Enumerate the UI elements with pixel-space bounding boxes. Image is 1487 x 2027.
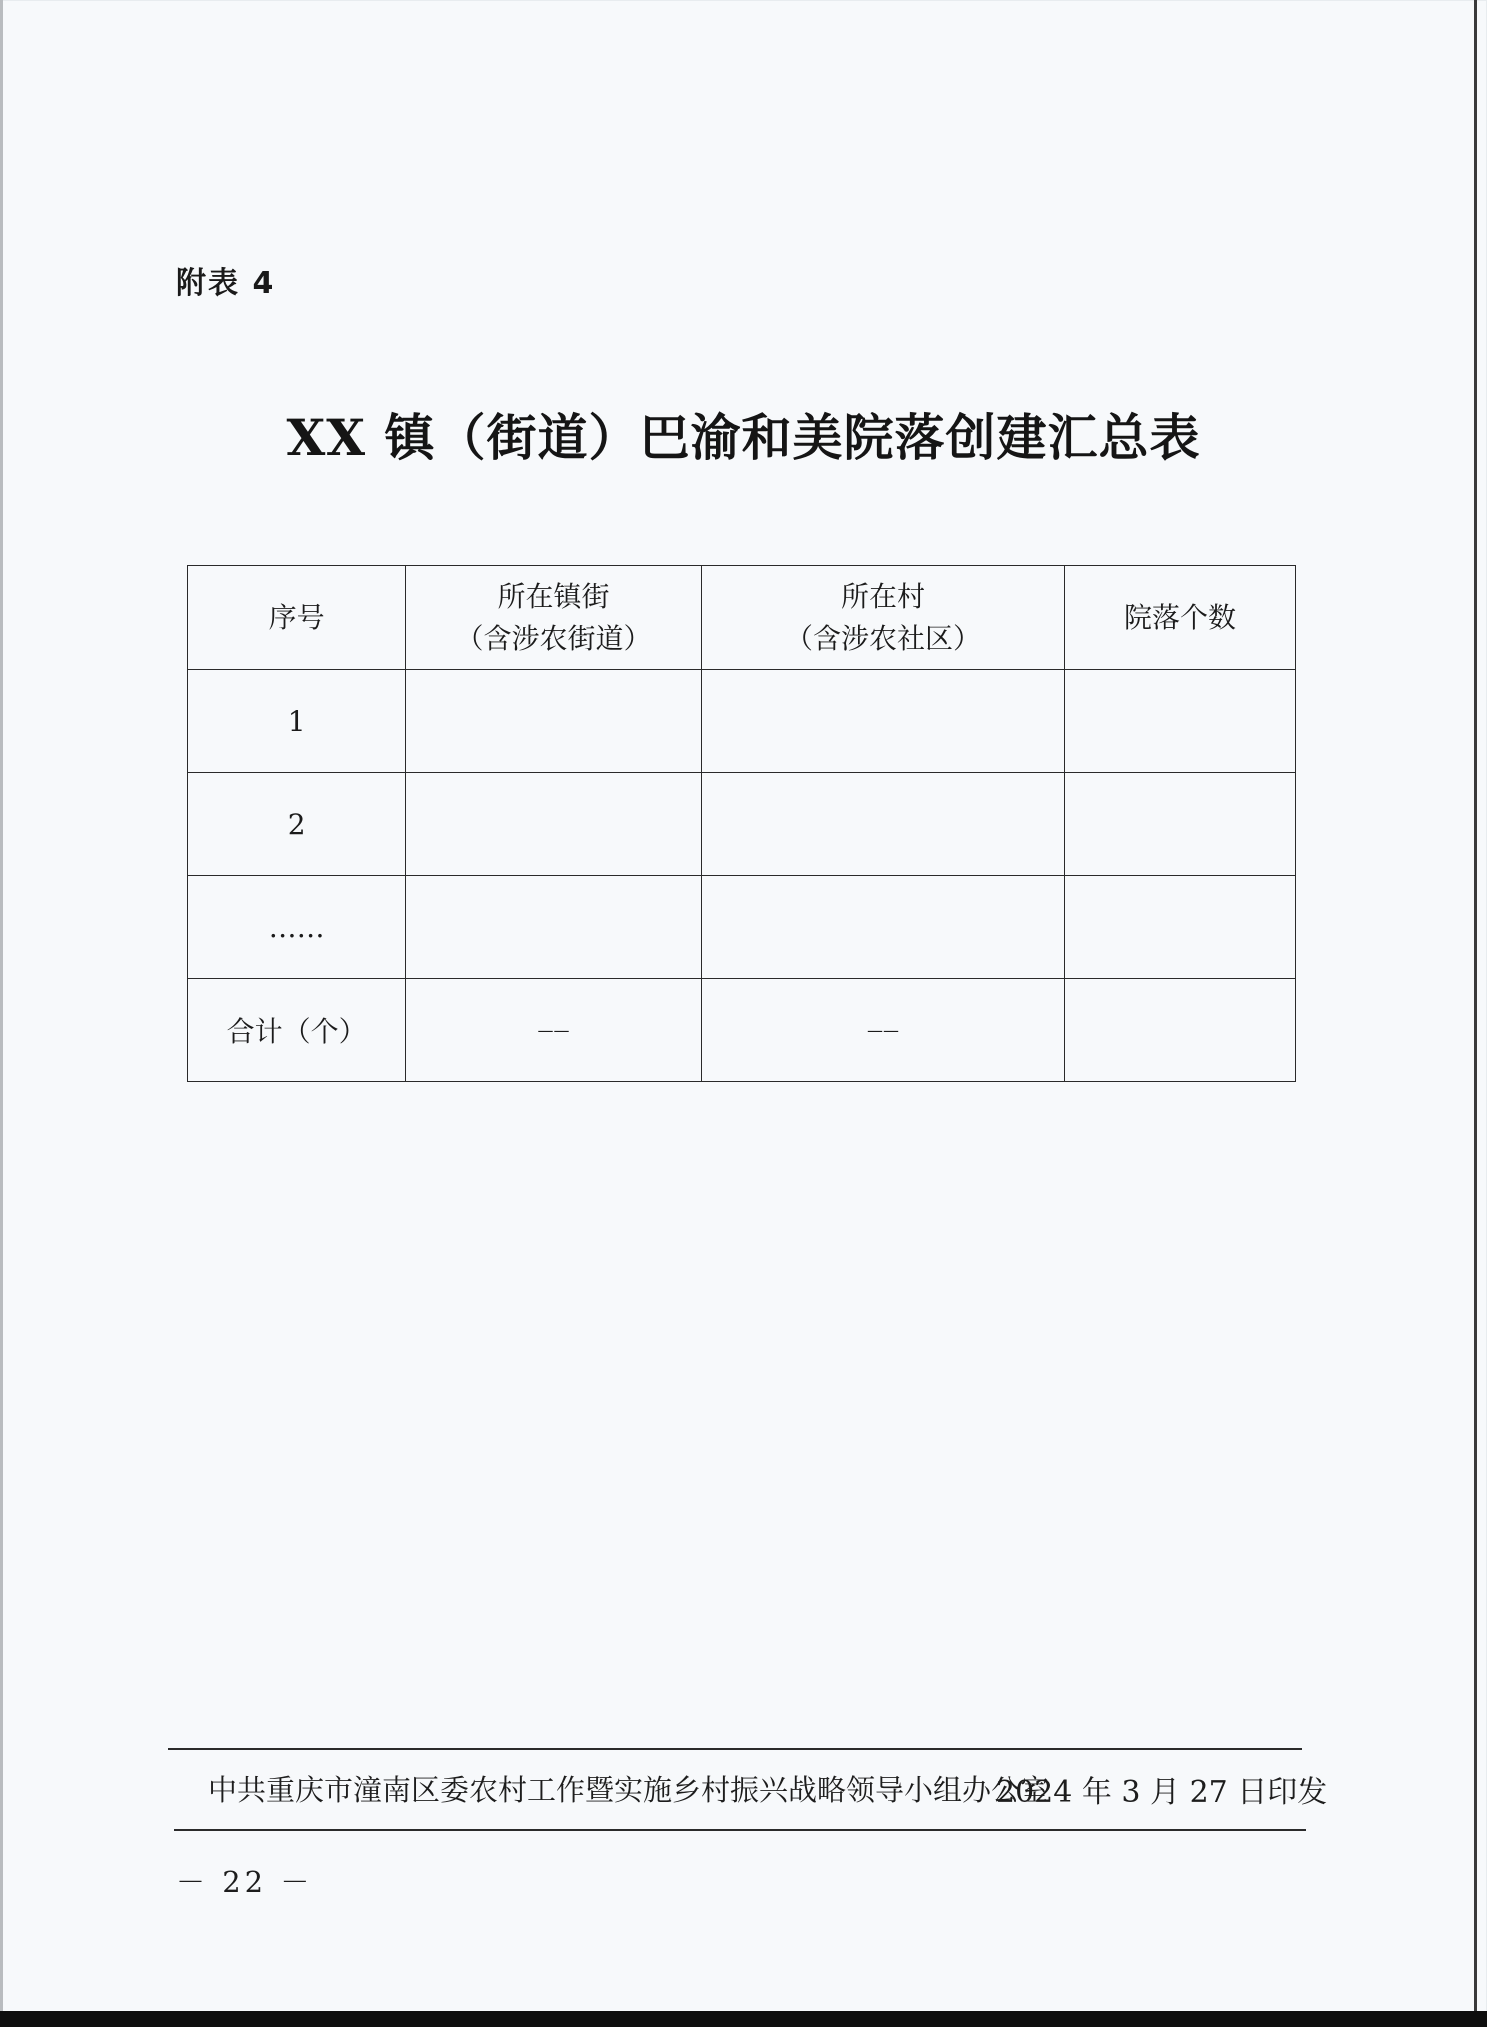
header-index: [188, 566, 406, 670]
total-town-dash: ——: [537, 1020, 570, 1040]
header-village-label: 所在村: [840, 579, 925, 613]
footer-date: 2024 年 3 月 27 日印发: [996, 1775, 1328, 1810]
row-count-cell: [1065, 876, 1296, 979]
summary-table: [187, 565, 1296, 1082]
row-town-cell: [406, 773, 702, 876]
scan-edge-right: [1474, 0, 1477, 2027]
footer-rule-bottom: [174, 1829, 1306, 1831]
table-row: [188, 773, 1296, 876]
row-village-cell: [701, 773, 1064, 876]
page-number: － 22 －: [176, 1865, 314, 1899]
header-village-note: （含涉农社区）: [784, 621, 981, 655]
header-town: [406, 566, 702, 670]
row-index: 1: [188, 670, 406, 773]
total-label: 合计（个）: [188, 979, 406, 1082]
row-village-cell: [701, 876, 1064, 979]
header-index-label: 序号: [268, 600, 325, 634]
header-town-label: 所在镇街: [497, 579, 610, 613]
total-town-cell: [406, 979, 702, 1082]
attachment-label: 附表 4: [176, 266, 276, 301]
row-index: ……: [188, 876, 406, 979]
scan-edge-bottom: [0, 2011, 1487, 2027]
header-town-note: （含涉农街道）: [455, 621, 652, 655]
total-count-cell: [1065, 979, 1296, 1082]
row-town-cell: [406, 670, 702, 773]
row-count-cell: [1065, 670, 1296, 773]
row-town-cell: [406, 876, 702, 979]
table-row: [188, 876, 1296, 979]
table-row: [188, 670, 1296, 773]
row-village-cell: [701, 670, 1064, 773]
row-index: 2: [188, 773, 406, 876]
header-count: [1065, 566, 1296, 670]
scan-edge-left: [0, 0, 3, 2027]
row-count-cell: [1065, 773, 1296, 876]
total-village-dash: ——: [867, 1020, 899, 1040]
table-header-row: [188, 566, 1296, 670]
header-count-label: 院落个数: [1124, 600, 1237, 634]
header-village: [701, 566, 1064, 670]
table-total-row: [188, 979, 1296, 1082]
footer-issuer: 中共重庆市潼南区委农村工作暨实施乡村振兴战略领导小组办公室: [208, 1773, 1050, 1807]
total-village-cell: [701, 979, 1064, 1082]
footer-rule-top: [168, 1748, 1302, 1750]
document-title: XX 镇（街道）巴渝和美院落创建汇总表: [286, 408, 1201, 467]
